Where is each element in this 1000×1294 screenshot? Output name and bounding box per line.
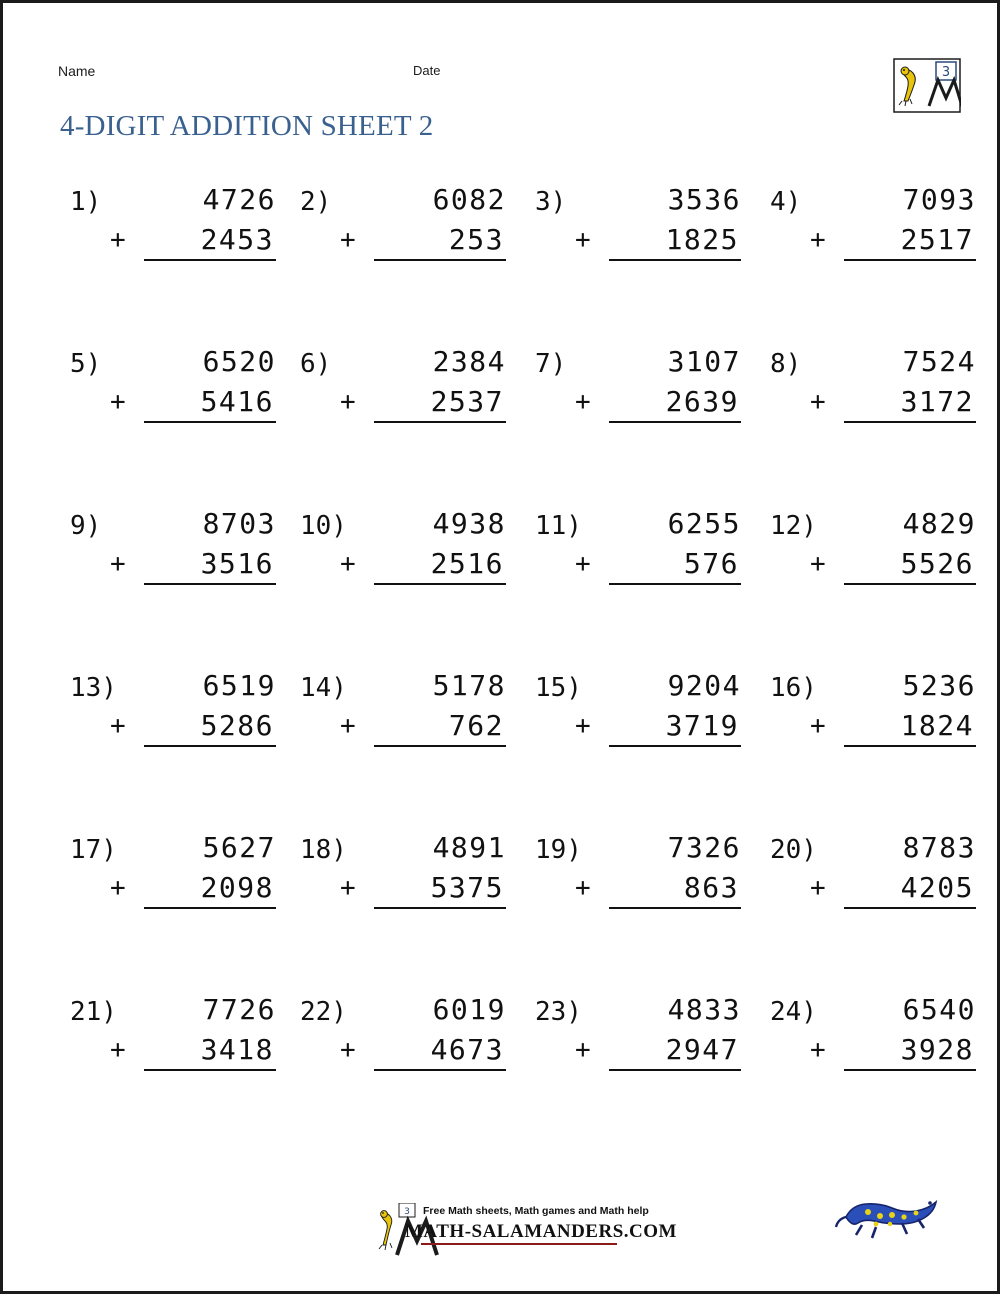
- addend-top: 5178: [432, 669, 506, 702]
- problem-stack: [340, 993, 506, 1071]
- problem-stack: [110, 183, 276, 261]
- plus-operator: +: [110, 387, 126, 417]
- problem-stack: [340, 507, 506, 585]
- problem-stack: [810, 831, 976, 909]
- problem-stack: [340, 831, 506, 909]
- worksheet-body: [3, 3, 997, 1291]
- problem-row: [58, 507, 978, 669]
- addend-bottom: 2516: [430, 547, 504, 580]
- addend-bottom: 2098: [200, 871, 274, 904]
- addend-bottom: 3928: [900, 1033, 974, 1066]
- plus-operator: +: [810, 225, 826, 255]
- addend-bottom-row: [810, 547, 976, 585]
- addend-bottom-row: [810, 385, 976, 423]
- problem-item: [523, 507, 741, 617]
- problem-number: 16): [770, 673, 817, 703]
- plus-operator: +: [575, 387, 591, 417]
- plus-operator: +: [575, 873, 591, 903]
- addend-top: 6519: [202, 669, 276, 702]
- problem-number: 12): [770, 511, 817, 541]
- addend-bottom-row: [810, 1033, 976, 1071]
- problem-item: [288, 831, 506, 941]
- problem-stack: [575, 831, 741, 909]
- addend-bottom: 253: [448, 223, 504, 256]
- plus-operator: +: [340, 549, 356, 579]
- problem-number: 3): [535, 187, 567, 217]
- addend-top: 7524: [902, 345, 976, 378]
- addend-bottom-row: [575, 871, 741, 909]
- addend-bottom-row: [575, 1033, 741, 1071]
- problem-item: [758, 993, 976, 1103]
- addend-top: 5627: [202, 831, 276, 864]
- addend-bottom-row: [340, 385, 506, 423]
- problem-stack: [810, 993, 976, 1071]
- problem-number: 24): [770, 997, 817, 1027]
- addend-bottom: 5526: [900, 547, 974, 580]
- addend-bottom: 4673: [430, 1033, 504, 1066]
- problem-number: 11): [535, 511, 582, 541]
- problem-item: [58, 831, 276, 941]
- addend-bottom: 762: [448, 709, 504, 742]
- problem-item: [523, 345, 741, 455]
- problems-grid: [58, 183, 978, 1155]
- addend-bottom-row: [340, 223, 506, 261]
- problem-number: 13): [70, 673, 117, 703]
- addend-bottom-row: [575, 385, 741, 423]
- plus-operator: +: [110, 1035, 126, 1065]
- addend-top: 6255: [667, 507, 741, 540]
- addend-top: 4833: [667, 993, 741, 1026]
- plus-operator: +: [810, 1035, 826, 1065]
- plus-operator: +: [110, 549, 126, 579]
- addend-top: 6520: [202, 345, 276, 378]
- problem-stack: [810, 507, 976, 585]
- addend-bottom: 4205: [900, 871, 974, 904]
- problem-number: 18): [300, 835, 347, 865]
- problem-stack: [110, 669, 276, 747]
- addend-top: 6082: [432, 183, 506, 216]
- addend-bottom-row: [340, 1033, 506, 1071]
- addend-bottom: 2453: [200, 223, 274, 256]
- plus-operator: +: [810, 387, 826, 417]
- svg-text:3: 3: [404, 1207, 410, 1217]
- problem-item: [58, 507, 276, 617]
- addend-bottom: 1825: [665, 223, 739, 256]
- addend-top: 5236: [902, 669, 976, 702]
- problem-item: [523, 669, 741, 779]
- problem-stack: [575, 183, 741, 261]
- problem-row: [58, 183, 978, 345]
- problem-stack: [575, 993, 741, 1071]
- worksheet-footer: [3, 1179, 997, 1269]
- problem-stack: [810, 345, 976, 423]
- plus-operator: +: [110, 873, 126, 903]
- addend-bottom-row: [110, 385, 276, 423]
- addend-bottom-row: [340, 871, 506, 909]
- problem-item: [58, 669, 276, 779]
- math-salamanders-footer-logo-icon: [375, 1203, 677, 1259]
- problem-number: 23): [535, 997, 582, 1027]
- addend-bottom-row: [810, 223, 976, 261]
- worksheet-header: [58, 63, 957, 103]
- addend-top: 7326: [667, 831, 741, 864]
- problem-item: [58, 345, 276, 455]
- problem-row: [58, 669, 978, 831]
- grade-badge-text: 3: [941, 65, 951, 80]
- addend-top: 3536: [667, 183, 741, 216]
- problem-item: [288, 183, 506, 293]
- problem-item: [58, 993, 276, 1103]
- addend-bottom: 2639: [665, 385, 739, 418]
- addend-bottom: 3418: [200, 1033, 274, 1066]
- addend-top: 3107: [667, 345, 741, 378]
- plus-operator: +: [575, 1035, 591, 1065]
- addend-top: 4726: [202, 183, 276, 216]
- plus-operator: +: [110, 711, 126, 741]
- problem-number: 5): [70, 349, 102, 379]
- plus-operator: +: [575, 711, 591, 741]
- addend-bottom-row: [110, 547, 276, 585]
- plus-operator: +: [340, 387, 356, 417]
- addend-bottom-row: [110, 223, 276, 261]
- addend-bottom: 2537: [430, 385, 504, 418]
- addend-bottom-row: [110, 871, 276, 909]
- problem-number: 10): [300, 511, 347, 541]
- problem-stack: [340, 345, 506, 423]
- name-field-label: Name: [58, 63, 96, 79]
- problem-item: [758, 507, 976, 617]
- problem-item: [288, 669, 506, 779]
- problem-item: [523, 993, 741, 1103]
- addend-top: 6540: [902, 993, 976, 1026]
- problem-item: [758, 183, 976, 293]
- addend-bottom-row: [810, 709, 976, 747]
- date-field-label: Date: [413, 63, 441, 78]
- problem-number: 17): [70, 835, 117, 865]
- footer-tagline: Free Math sheets, Math games and Math help: [423, 1205, 649, 1217]
- problem-item: [758, 831, 976, 941]
- problem-number: 6): [300, 349, 332, 379]
- addend-bottom: 3719: [665, 709, 739, 742]
- problem-item: [758, 669, 976, 779]
- problem-item: [58, 183, 276, 293]
- problem-row: [58, 831, 978, 993]
- problem-stack: [810, 669, 976, 747]
- problem-stack: [340, 183, 506, 261]
- page-title: 4-DIGIT ADDITION SHEET 2: [60, 110, 434, 142]
- problem-number: 21): [70, 997, 117, 1027]
- problem-item: [288, 345, 506, 455]
- math-salamanders-logo-icon: [893, 58, 961, 113]
- problem-number: 7): [535, 349, 567, 379]
- plus-operator: +: [810, 711, 826, 741]
- addend-bottom: 576: [683, 547, 739, 580]
- plus-operator: +: [340, 225, 356, 255]
- addend-bottom: 863: [683, 871, 739, 904]
- addend-top: 7093: [902, 183, 976, 216]
- footer-site-url: MATH-SALAMANDERS.COM: [405, 1221, 677, 1242]
- plus-operator: +: [340, 711, 356, 741]
- addend-bottom-row: [575, 709, 741, 747]
- addend-bottom-row: [110, 709, 276, 747]
- addend-bottom: 3516: [200, 547, 274, 580]
- problem-row: [58, 345, 978, 507]
- addend-bottom: 2517: [900, 223, 974, 256]
- addend-top: 4829: [902, 507, 976, 540]
- problem-stack: [810, 183, 976, 261]
- addend-bottom: 5375: [430, 871, 504, 904]
- addend-top: 9204: [667, 669, 741, 702]
- problem-stack: [575, 345, 741, 423]
- problem-number: 15): [535, 673, 582, 703]
- addend-top: 6019: [432, 993, 506, 1026]
- plus-operator: +: [575, 225, 591, 255]
- salamander-icon: [832, 1191, 942, 1251]
- addend-top: 8703: [202, 507, 276, 540]
- addend-top: 8783: [902, 831, 976, 864]
- problem-stack: [575, 507, 741, 585]
- plus-operator: +: [340, 1035, 356, 1065]
- problem-number: 9): [70, 511, 102, 541]
- addend-bottom: 1824: [900, 709, 974, 742]
- problem-number: 8): [770, 349, 802, 379]
- problem-stack: [110, 831, 276, 909]
- problem-item: [288, 993, 506, 1103]
- addend-bottom: 5416: [200, 385, 274, 418]
- footer-underline: [421, 1243, 617, 1245]
- plus-operator: +: [575, 549, 591, 579]
- problem-stack: [110, 993, 276, 1071]
- problem-number: 22): [300, 997, 347, 1027]
- plus-operator: +: [810, 549, 826, 579]
- addend-top: 4891: [432, 831, 506, 864]
- plus-operator: +: [340, 873, 356, 903]
- plus-operator: +: [810, 873, 826, 903]
- addend-bottom-row: [575, 547, 741, 585]
- problem-number: 20): [770, 835, 817, 865]
- addend-top: 4938: [432, 507, 506, 540]
- problem-stack: [110, 345, 276, 423]
- problem-number: 4): [770, 187, 802, 217]
- problem-number: 19): [535, 835, 582, 865]
- addend-bottom-row: [110, 1033, 276, 1071]
- addend-top: 7726: [202, 993, 276, 1026]
- addend-bottom-row: [340, 709, 506, 747]
- problem-item: [523, 831, 741, 941]
- problem-item: [288, 507, 506, 617]
- problem-item: [758, 345, 976, 455]
- addend-bottom-row: [575, 223, 741, 261]
- problem-item: [523, 183, 741, 293]
- addend-top: 2384: [432, 345, 506, 378]
- addend-bottom: 3172: [900, 385, 974, 418]
- problem-stack: [340, 669, 506, 747]
- addend-bottom-row: [340, 547, 506, 585]
- problem-stack: [575, 669, 741, 747]
- problem-number: 14): [300, 673, 347, 703]
- problem-row: [58, 993, 978, 1155]
- addend-bottom-row: [810, 871, 976, 909]
- problem-number: 2): [300, 187, 332, 217]
- addend-bottom: 2947: [665, 1033, 739, 1066]
- problem-number: 1): [70, 187, 102, 217]
- plus-operator: +: [110, 225, 126, 255]
- problem-stack: [110, 507, 276, 585]
- addend-bottom: 5286: [200, 709, 274, 742]
